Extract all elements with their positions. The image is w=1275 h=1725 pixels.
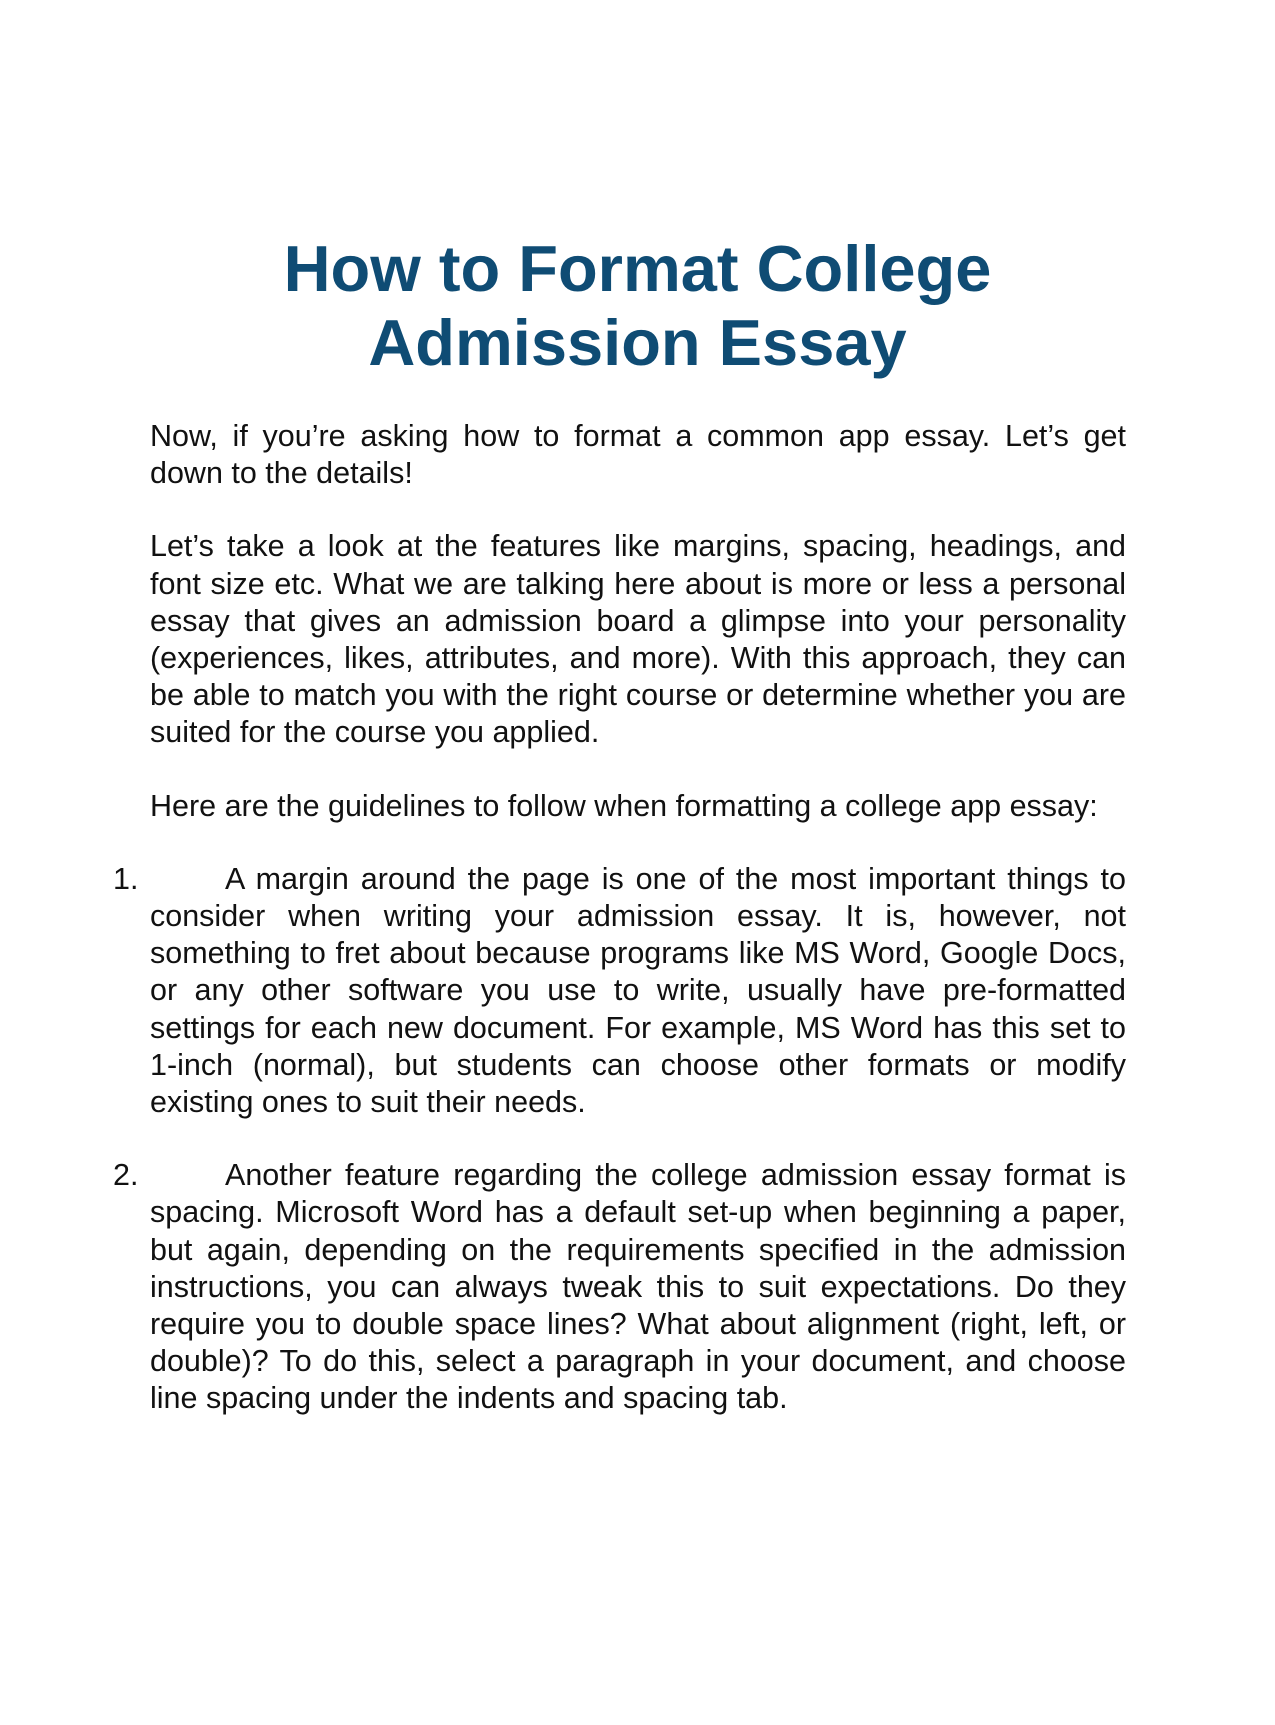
list-item-text: A margin around the page is one of the most important things to consider when writing your admission essay. It is, however, not something to fret about because programs like MS Word, Google Docs, or any other software you use to write, usually have pre-formatted settings for each new document. For example, MS Word has this set to 1-inch (normal), but students can choose other formats or modify existing ones to suit their needs. (150, 861, 1126, 1120)
page-title (0, 232, 1275, 380)
list-item (113, 861, 1126, 1121)
guidelines-paragraph: Here are the guidelines to follow when formatting a college app essay: (150, 788, 1098, 823)
list-item (113, 1157, 1126, 1417)
title-line-1: How to Format College (283, 232, 992, 305)
list-item-text: Another feature regarding the college admission essay format is spacing. Microsoft Word has a default set-up when beginning a paper, but again, depending on the requirements specified in the admission instructions, you can always tweak this to suit expectations. Do they require you to double space lines? What about alignment (right, left, or double)? To do this, select a paragraph in your document, and choose line spacing under the indents and spacing tab. (150, 1158, 1126, 1416)
features-paragraph: Let’s take a look at the features like margins, spacing, headings, and font size etc. What we are talking here about is more or less a personal essay that gives an admission board a glimpse into your personality (experiences, likes, attributes, and more). With this approach, they can be able to match you with the right course or determine whether you are suited for the course you applied. (150, 529, 1126, 750)
document-body (113, 418, 1126, 1454)
list-number: 2. (113, 1158, 139, 1193)
list-number: 1. (113, 861, 139, 896)
title-line-2: Admission Essay (368, 306, 907, 379)
intro-paragraph: Now, if you’re asking how to format a common app essay. Let’s get down to the details! (150, 419, 1126, 491)
